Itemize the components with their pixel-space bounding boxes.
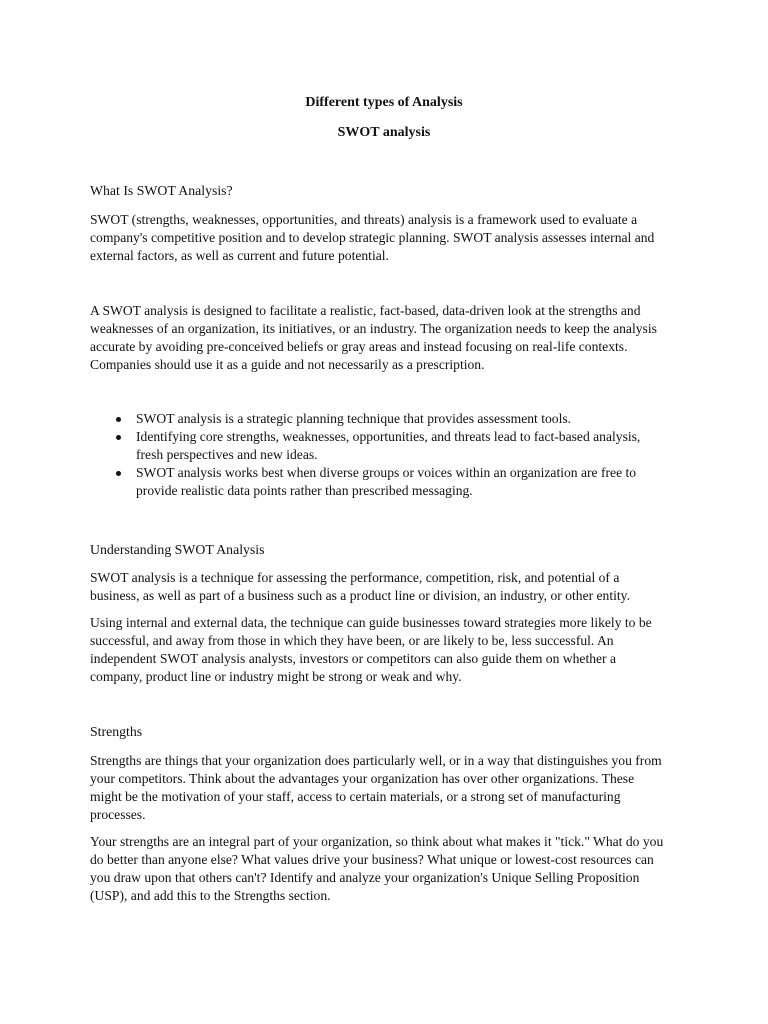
paragraph-line: processes. — [90, 807, 146, 822]
bullet-icon — [116, 471, 121, 476]
document-subtitle: SWOT analysis — [337, 125, 431, 140]
paragraph-line: company, product line or industry might be strong or weak and why. — [90, 669, 462, 684]
list-item — [90, 428, 690, 464]
bullet-icon — [116, 417, 121, 422]
paragraph-line: company's competitive position and to develop strategic planning. SWOT analysis assesses internal and — [90, 230, 655, 245]
list-item-line: fresh perspectives and new ideas. — [136, 447, 318, 462]
paragraph-line: business, as well as part of a business such as a product line or division, an industry, or other entity. — [90, 588, 630, 603]
paragraph-line: you draw upon that others can't? Identify and analyze your organization's Unique Selling Proposition — [90, 870, 640, 885]
list-item — [90, 464, 690, 500]
list-item — [90, 410, 690, 428]
paragraph-line: SWOT (strengths, weaknesses, opportunities, and threats) analysis is a framework used to evaluate a — [90, 212, 638, 227]
paragraph-line: successful, and away from those in which they have been, or are likely to be, less successful. An — [90, 633, 614, 648]
heading-strengths: Strengths — [90, 724, 143, 739]
bullet-icon — [116, 435, 121, 440]
list-item-line: provide realistic data points rather than prescribed messaging. — [136, 483, 473, 498]
paragraph-line: (USP), and add this to the Strengths section. — [90, 888, 331, 903]
key-points-list — [90, 410, 690, 500]
paragraph-strengths-1 — [90, 752, 690, 824]
paragraph-line: Your strengths are an integral part of your organization, so think about what makes it "tick." What do you — [90, 834, 664, 849]
list-item-line: Identifying core strengths, weaknesses, opportunities, and threats lead to fact-based analysis, — [136, 429, 641, 444]
heading-understanding-swot: Understanding SWOT Analysis — [90, 542, 265, 557]
paragraph-line: Using internal and external data, the technique can guide businesses toward strategies more likely to be — [90, 615, 652, 630]
paragraph-line: independent SWOT analysis analysts, investors or competitors can also guide them on whether a — [90, 651, 617, 666]
paragraph-understanding-1 — [90, 569, 690, 605]
paragraph-swot-definition — [90, 211, 690, 265]
list-item-line: SWOT analysis is a strategic planning technique that provides assessment tools. — [136, 411, 572, 426]
paragraph-line: A SWOT analysis is designed to facilitate a realistic, fact-based, data-driven look at the strengths and — [90, 303, 641, 318]
paragraph-swot-design — [90, 302, 690, 374]
paragraph-understanding-2 — [90, 614, 690, 686]
list-item-line: SWOT analysis works best when diverse groups or voices within an organization are free to — [136, 465, 637, 480]
paragraph-line: do better than anyone else? What values drive your business? What unique or lowest-cost resources can — [90, 852, 654, 867]
paragraph-line: Strengths are things that your organization does particularly well, or in a way that distinguishes you from — [90, 753, 662, 768]
document-title: Different types of Analysis — [305, 95, 463, 110]
paragraph-line: external factors, as well as current and future potential. — [90, 248, 389, 263]
paragraph-line: SWOT analysis is a technique for assessing the performance, competition, risk, and potential of a — [90, 570, 620, 585]
paragraph-line: Companies should use it as a guide and not necessarily as a prescription. — [90, 357, 485, 372]
paragraph-strengths-2 — [90, 833, 690, 905]
paragraph-line: your competitors. Think about the advantages your organization has over other organizations. These — [90, 771, 635, 786]
paragraph-line: accurate by avoiding pre-conceived beliefs or gray areas and instead focusing on real-life contexts. — [90, 339, 628, 354]
paragraph-line: might be the motivation of your staff, access to certain materials, or a strong set of manufacturing — [90, 789, 621, 804]
heading-what-is-swot: What Is SWOT Analysis? — [90, 183, 233, 198]
paragraph-line: weaknesses of an organization, its initiatives, or an industry. The organization needs to keep the analysis — [90, 321, 657, 336]
